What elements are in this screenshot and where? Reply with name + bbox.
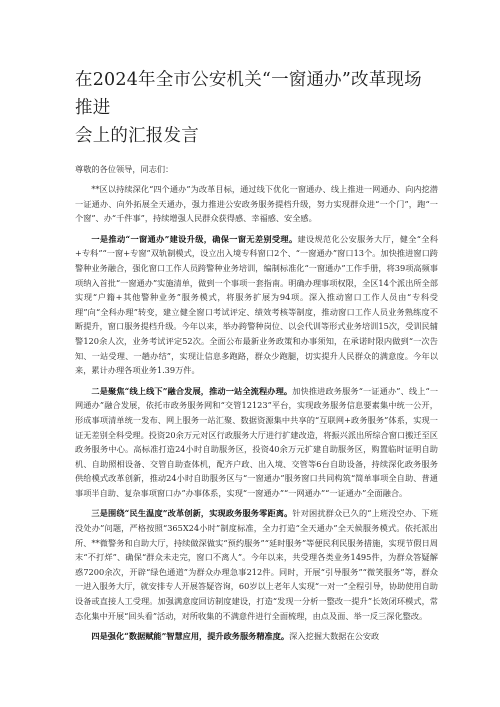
section-heading-1: 一是推动“一窗通办”建设升级，确保一窗无差别受理。 (91, 233, 298, 244)
document-title (75, 66, 438, 150)
section-paragraph-2 (75, 384, 438, 501)
section-paragraph-3 (75, 506, 438, 623)
section-body-1: 建设规范化公安服务大厅，健全“全科+专科”“一窗+专窗”双轨制模式，设立出入境专科窗口2个、“一窗通办”窗口13个。加快推进窗口跨警种业务融合，强化窗口工作人员跨警种业务培训，编制标准化“一窗通办”工作手册，将39项高频事项纳入首批“一窗通办”实施清单，做到一个事项一套指南。明确办理事项权限，全区14个派出所全部实现“户籍+其他警种业务”服务模式，将服务扩展为94项。深入推动窗口工作人员由“专科受理”向“全科办理”转变，建立健全窗口考试评定、绩效考核等制度，推动窗口工作人员业务熟练度不断提升，窗口服务提档升级。今年以来，举办跨警种岗位、以会代训等形式业务培训15次，受训民辅警120余人次，业务考试评定52次。全面公布最新业务政策和办事须知，在承诺时限内做到“一次告知、一站受理、一趟办结”，实现让信息多跑路，群众少跑腿，切实提升人民群众的满意度。今年以来，累计办理各项业务1.39万件。 (75, 233, 438, 376)
section-body-2: 加快推进政务服务“一证通办”、线上“一网通办”融合发展，依托市政务服务网和“交管12123”平台，实现政务服务信息要素集中统一公开，形成事项清单统一发布、网上服务一站汇聚、数据资源集中共享的“互联网+政务服务”体系，实现一证无差别全科受理。投资20余万元对区行政服务大厅进行扩建改造，将振兴派出所综合窗口搬迁至区政务服务中心。高标准打造24小时自助服务区，投资40余万元扩建自助服务区，购置临时证明自助机、自助照相设备、交管自助查体机，配齐户政、出入境、交管等6台自助设备，持续深化政务服务供给模式改革创新，推动24小时自助服务区与“一窗通办”服务窗口共同构筑“简单事项全自助、普通事项半自助、复杂事项窗口办”办事体系，实现“一窗通办”“一网通办”“一证通办”全面融合。 (75, 385, 439, 498)
section-paragraph-1 (75, 232, 438, 378)
salutation: 尊敬的各位领导，同志们： (75, 164, 174, 174)
section-heading-3: 三是围绕“民生温度”改革创新，实现政务服务零距离。 (91, 508, 293, 519)
section-heading-2: 二是聚焦“线上线下”融合发展，推动一站全流程办理。 (91, 385, 293, 396)
intro-paragraph: **区以持续深化“四个通办”为改革目标，通过线下优化一窗通办、线上推进一网通办、向内挖潜一证通办、向外拓展全天通办，强力推进公安政务服务提档升级，努力实现群众进“一个门”，跑“一个窗”、办“千件事”，持续增强人民群众获得感、幸福感、安全感。 (75, 184, 438, 224)
title-line-1: 在2024年全市公安机关“一窗通办”改革现场推进 (75, 70, 422, 118)
section-heading-4: 四是强化“数据赋能”智慧应用，提升政务服务精准度。 (91, 631, 290, 642)
section-body-4: 深入挖掘大数据在公安政 (289, 631, 380, 642)
section-body-3: 针对困扰群众已久的“上班没空办、下班没处办”问题，严格按照“365X24小时”制度标准，全力打造“全天通办”全天候服务模式。依托派出所、**微警务和自助大厅，持续做深做实“预约服务”“延时服务”等便民利民服务措施，实现节假日周末“不打烊”、确保“群众未走完，窗口不离人”。今年以来，共受理各类业务1495件，为群众答疑解惑7200余次，开辟“绿色通道”为群众办理急事212件。同时，开展“引导服务”“微笑服务”等，群众一进入服务大厅，就安排专人开展答疑咨询，60岁以上老年人实现“一对一”全程引导，协助使用自助设备或直接人工受理。加强满意度回访制度建设，打造“发现一分析一整改一提升”长效闭环模式，常态化集中开展“回头看”活动，对所收集的不满意件进行全面梳理，由点及面、举一反三深化整改。 (75, 508, 439, 621)
title-line-2: 会上的汇报发言 (75, 126, 199, 146)
section-paragraph-4 (75, 629, 438, 644)
